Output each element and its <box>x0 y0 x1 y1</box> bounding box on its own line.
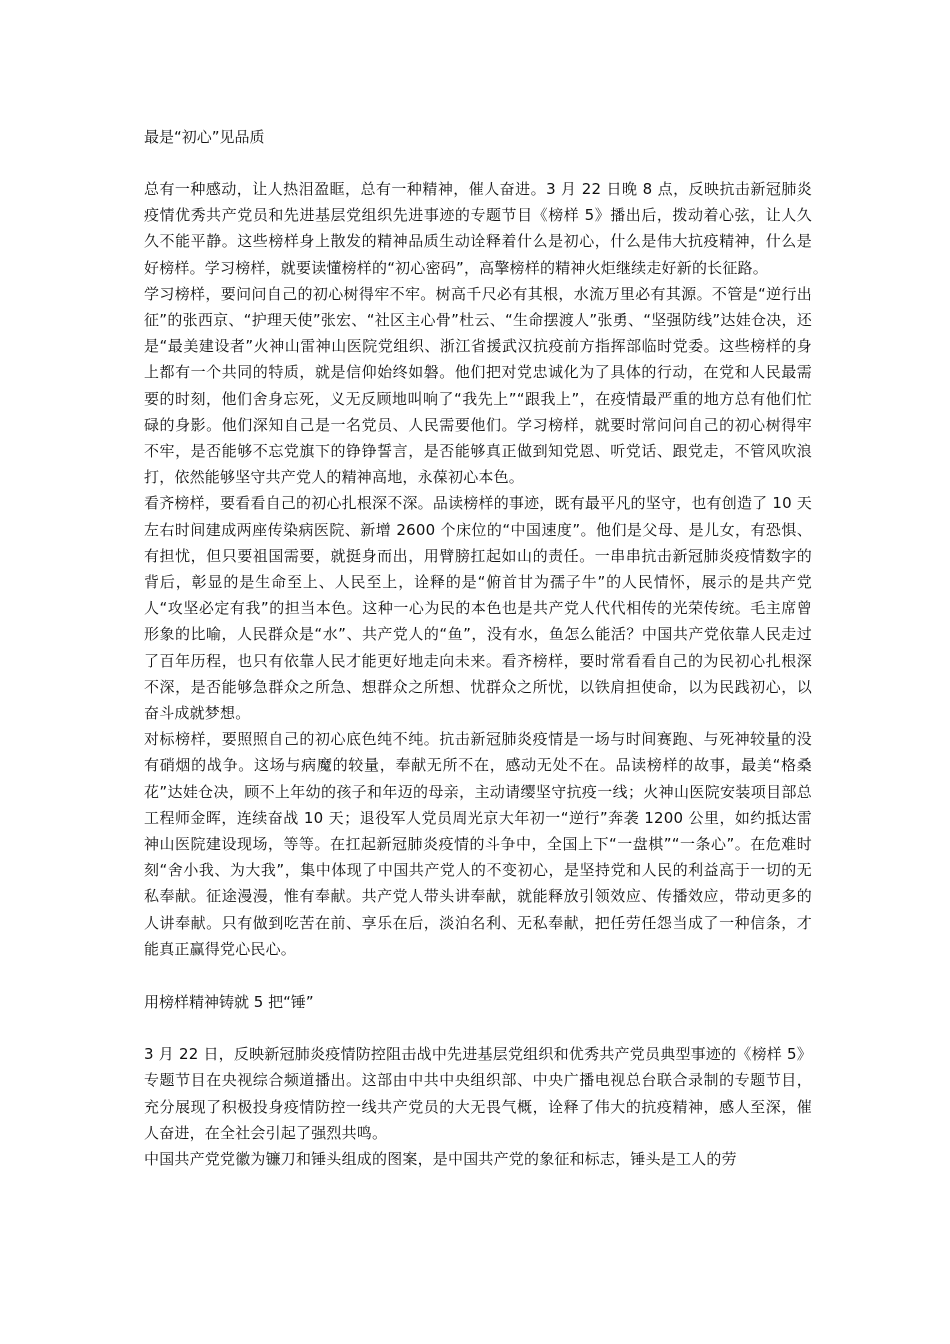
spacer <box>144 150 812 176</box>
paragraph: 看齐榜样，要看看自己的初心扎根深不深。品读榜样的事迹，既有最平凡的坚守，也有创造了 10 天左右时间建成两座传染病医院、新增 2600 个床位的“中国速度”。他们是父母、是儿女，有恐惧、有担忧，但只要祖国需要，就挺身而出，用臂膀扛起如山的责任。一串串抗击新冠肺炎疫情数字的背后，彰显的是生命至上、人民至上，诠释的是“俯首甘为孺子牛”的人民情怀，展示的是共产党人“攻坚必定有我”的担当本色。这种一心为民的本色也是共产党人代代相传的光荣传统。毛主席曾形象的比喻，人民群众是“水”、共产党人的“鱼”，没有水，鱼怎么能活？中国共产党依靠人民走过了百年历程，也只有依靠人民才能更好地走向未来。看齐榜样，要时常看看自己的为民初心扎根深不深，是否能够急群众之所急、想群众之所想、忧群众之所忧，以铁肩担使命，以为民践初心，以奋斗成就梦想。 <box>144 494 812 723</box>
paragraph: 总有一种感动，让人热泪盈眶，总有一种精神，催人奋进。3 月 22 日晚 8 点，反映抗击新冠肺炎疫情优秀共产党员和先进基层党组织先进事迹的专题节目《榜样 5》播出后，拨动着心弦，让人久久不能平静。这些榜样身上散发的精神品质生动诠释着什么是初心，什么是伟大抗疫精神，什么是好榜样。学习榜样，就要读懂榜样的“初心密码”，高擎榜样的精神火炬继续走好新的长征路。 <box>144 180 812 277</box>
spacer <box>144 962 812 989</box>
spacer <box>144 1015 812 1041</box>
paragraph: 中国共产党党徽为镰刀和锤头组成的图案，是中国共产党的象征和标志，锤头是工人的劳 <box>144 1149 737 1168</box>
document-page <box>144 124 812 1172</box>
section-title: 用榜样精神铸就 5 把“锤” <box>144 993 314 1012</box>
paragraph: 对标榜样，要照照自己的初心底色纯不纯。抗击新冠肺炎疫情是一场与时间赛跑、与死神较量的没有硝烟的战争。这场与病魔的较量，奉献无所不在，感动无处不在。品读榜样的故事，最美“格桑花”达娃仓决，顾不上年幼的孩子和年迈的母亲，主动请缨坚守抗疫一线；火神山医院安装项目部总工程师金晖，连续奋战 10 天；退役军人党员周光京大年初一“逆行”奔袭 1200 公里，如约抵达雷神山医院建设现场，等等。在扛起新冠肺炎疫情的斗争中，全国上下“一盘棋”“一条心”。在危难时刻“舍小我、为大我”，集中体现了中国共产党人的不变初心，是坚持党和人民的利益高于一切的无私奉献。征途漫漫，惟有奉献。共产党人带头讲奉献，就能释放引领效应、传播效应，带动更多的人讲奉献。只有做到吃苦在前、享乐在后，淡泊名利、无私奉献，把任劳任怨当成了一种信条，才能真正赢得党心民心。 <box>144 730 812 958</box>
section-title: 最是“初心”见品质 <box>144 128 265 146</box>
paragraph: 学习榜样，要问问自己的初心树得牢不牢。树高千尺必有其根，水流万里必有其源。不管是“逆行出征”的张西京、“护理天使”张宏、“社区主心骨”杜云、“生命摆渡人”张勇、“坚强防线”达娃仓决，还是“最美建设者”火神山雷神山医院党组织、浙江省援武汉抗疫前方指挥部临时党委。这些榜样的身上都有一个共同的特质，就是信仰始终如磐。他们把对党忠诚化为了具体的行动，在党和人民最需要的时刻，他们舍身忘死，义无反顾地叫响了“我先上”“跟我上”，在疫情最严重的地方总有他们忙碌的身影。他们深知自己是一名党员、人民需要他们。学习榜样，就要时常问问自己的初心树得牢不牢，是否能够不忘党旗下的铮铮誓言，是否能够真正做到知党恩、听党话、跟党走，不管风吹浪打，依然能够坚守共产党人的精神高地，永葆初心本色。 <box>144 284 812 487</box>
paragraph: 3 月 22 日，反映新冠肺炎疫情防控阻击战中先进基层党组织和优秀共产党员典型事迹的《榜样 5》专题节目在央视综合频道播出。这部由中共中央组织部、中央广播电视总台联合录制的专题节目，充分展现了积极投身疫情防控一线共产党员的大无畏气概，诠释了伟大的抗疫精神，感人至深，催人奋进，在全社会引起了强烈共鸣。 <box>144 1045 812 1142</box>
